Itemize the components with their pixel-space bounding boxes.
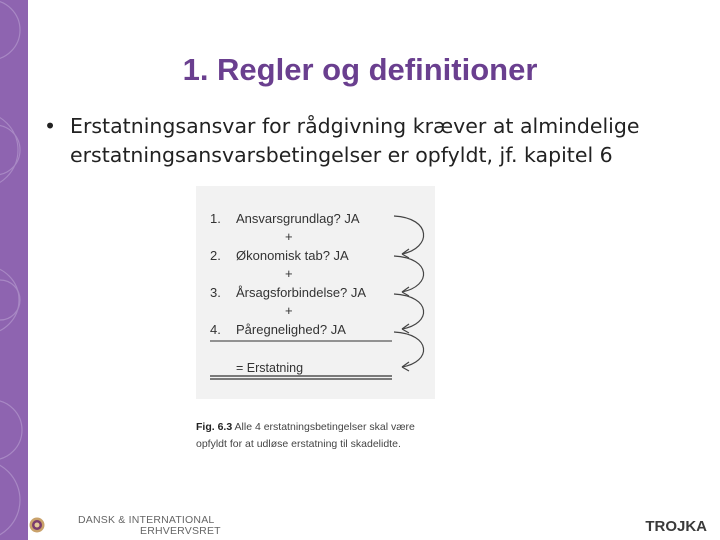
logo-line-1: DANSK & INTERNATIONAL — [78, 514, 215, 526]
slide-title: 1. Regler og definitioner — [182, 52, 538, 87]
item-1-label: Ansvarsgrundlag? JA — [236, 211, 360, 226]
trojka-logo: TROJKA — [645, 518, 707, 535]
publisher-logo-left — [78, 515, 221, 537]
item-1-number: 1. — [210, 211, 221, 226]
curved-arrow-1 — [394, 216, 424, 254]
caption-label: Fig. 6.3 — [196, 421, 233, 433]
bullet-marker: • — [44, 114, 57, 138]
item-4-label: Påregnelighed? JA — [236, 322, 346, 337]
caption-text: Alle 4 erstatningsbetingelser skal være opfyldt for at udløse erstatning til skadelidte. — [196, 421, 415, 450]
flow-arrows — [394, 216, 424, 371]
plus-sign-3: + — [285, 303, 293, 318]
bullet-text: Erstatningsansvar for rådgivning kræver at almindelige erstatningsansvarsbetingelser er opfyldt, jf. kapitel 6 — [70, 114, 640, 167]
plus-sign-1: + — [285, 229, 293, 244]
result-label: = Erstatning — [236, 361, 304, 375]
seal-icon — [29, 517, 45, 533]
item-4-number: 4. — [210, 322, 221, 337]
item-3-label: Årsagsforbindelse? JA — [236, 285, 367, 300]
figure-caption — [196, 419, 446, 453]
bullet-point — [44, 112, 684, 170]
figure-diagram — [196, 186, 435, 399]
item-2-label: Økonomisk tab? JA — [236, 248, 349, 263]
plus-sign-2: + — [285, 266, 293, 281]
logo-line-2: ERHVERVSRET — [140, 525, 221, 537]
item-2-number: 2. — [210, 248, 221, 263]
curved-arrow-2 — [394, 256, 424, 292]
item-3-number: 3. — [210, 285, 221, 300]
